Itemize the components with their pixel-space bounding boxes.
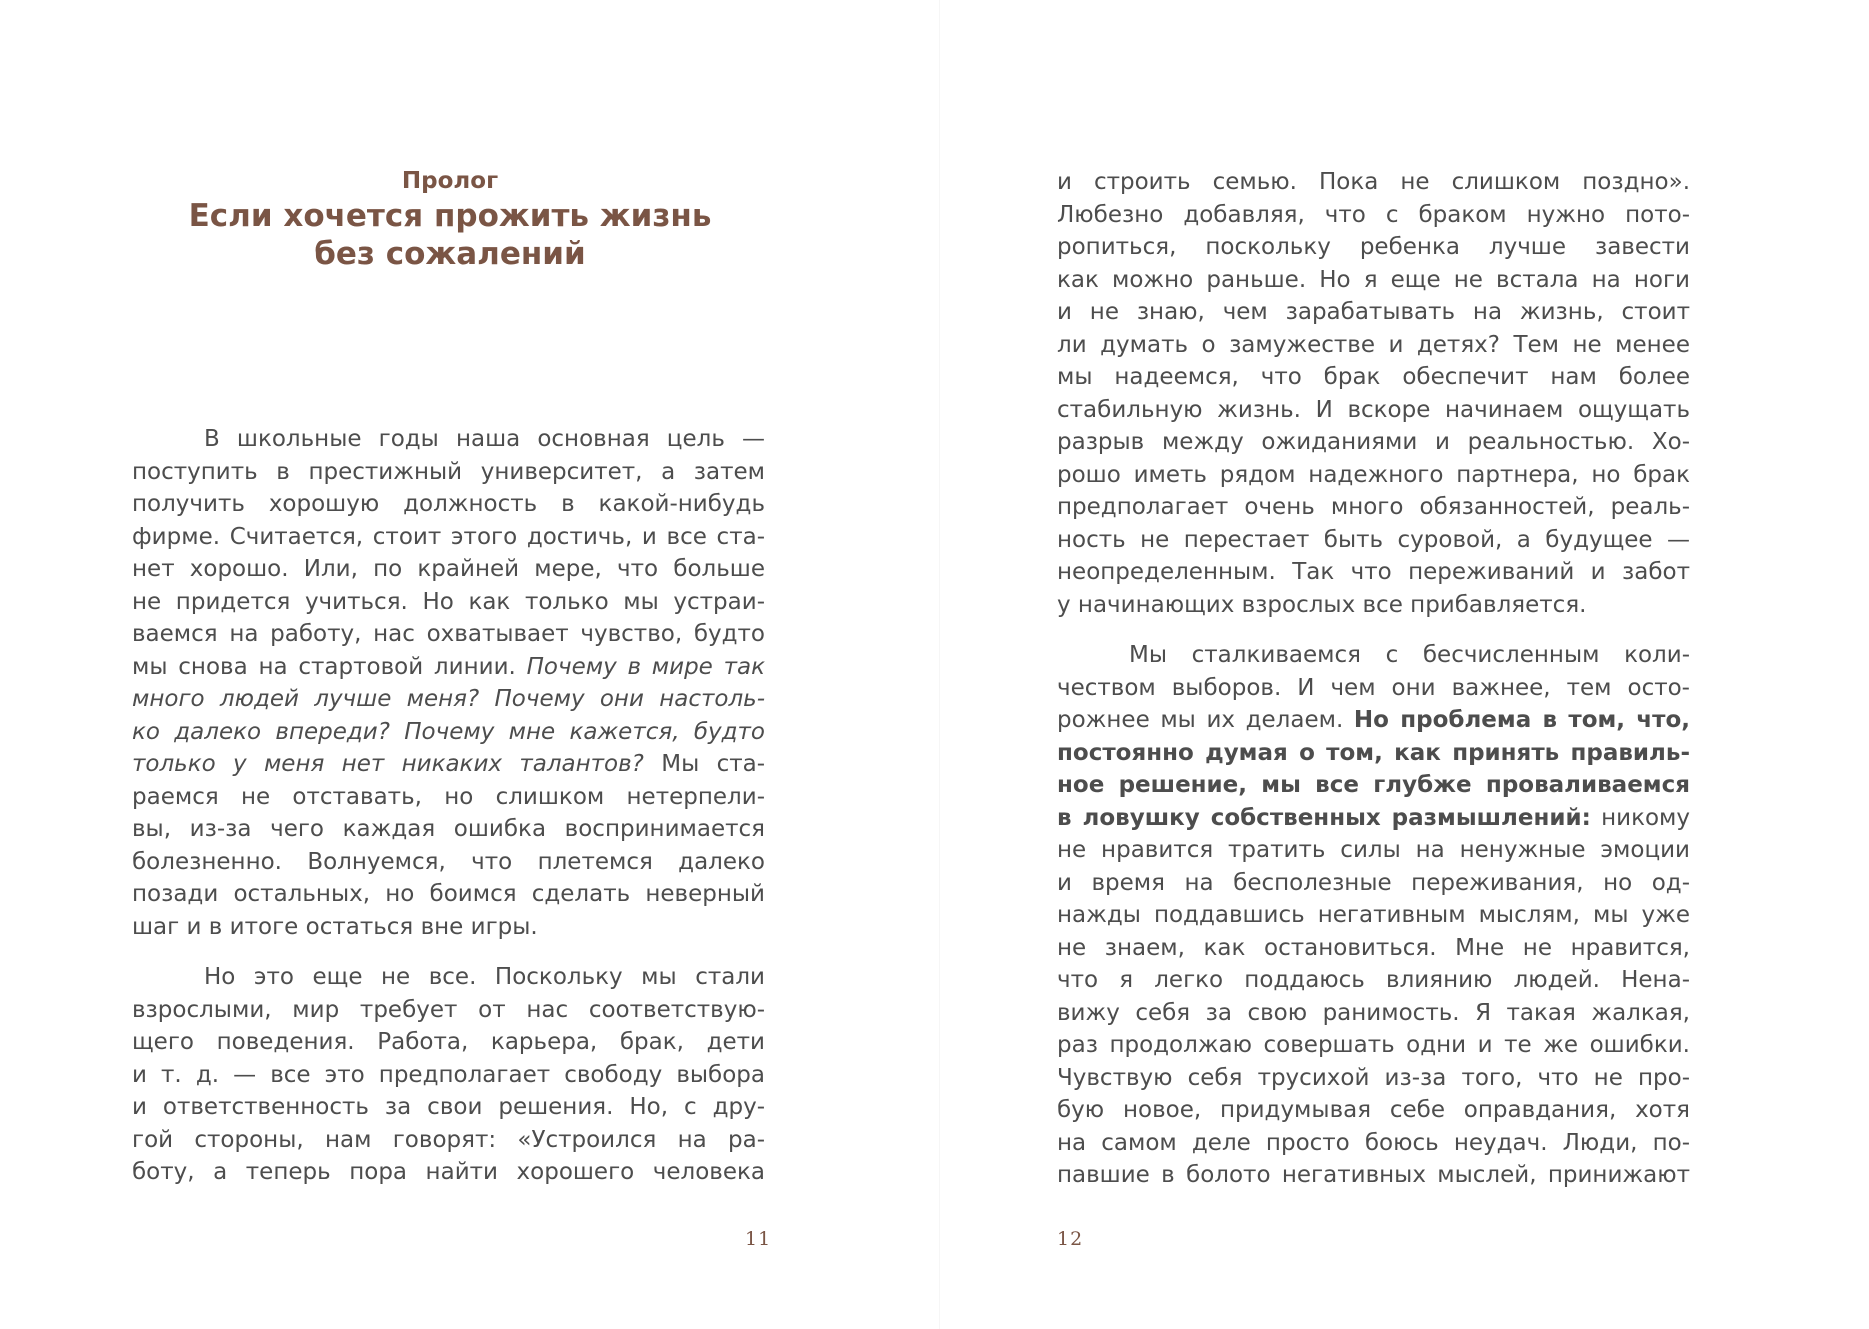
text-line: Любезно добавляя, что с браком нужно пото- [1057,201,1690,228]
paragraph [132,961,765,1189]
text-line: раз продолжаю совершать одни и те же ошибки. [1057,1032,1690,1058]
paragraph [132,423,765,943]
text-line: позади остальных, но боимся сделать неверный [132,881,765,907]
text-line-mixed [1057,802,1690,835]
italic-text-line: ко далеко впереди? Почему мне кажется, будто [132,718,765,745]
text-line: предполагает очень много обязанностей, реаль- [1057,494,1690,520]
text-line: шаг и в итоге остаться вне игры. [132,913,538,940]
bold-text-segment: в ловушку собственных размышлений: [1057,804,1591,831]
text-line: не придется учиться. Но как только мы устраи- [132,588,765,615]
text-line: получить хорошую должность в какой-нибудь [132,491,765,517]
text-line: взрослыми, мир требует от нас соответствую- [132,996,765,1023]
text-line: Но это еще не все. Поскольку мы стали [204,964,765,990]
text-line: фирме. Считается, стоит этого достичь, и все ста- [132,523,765,550]
text-line: неопределенным. Так что переживаний и забот [1057,559,1690,585]
text-line: разрыв между ожиданиями и реальностью. Хо- [1057,429,1690,455]
text-line: и не знаю, чем зарабатывать на жизнь, стоит [1057,299,1690,325]
text-line: раемся не отставать, но слишком нетерпели- [132,783,765,810]
text-segment: рожнее мы их делаем. [1057,707,1344,733]
chapter-title-line-2: без сожалений [314,236,586,272]
text-line: не знаем, как остановиться. Мне не нравится, [1057,934,1690,961]
text-line: не нравится тратить силы на ненужные эмоции [1057,837,1690,863]
text-line: у начинающих взрослых все прибавляется. [1057,591,1587,618]
text-line: ваемся на работу, нас охватывает чувство, будто [132,621,765,647]
text-line: поступить в престижный университет, а затем [132,458,765,485]
text-segment: мы снова на стартовой линии. [132,653,516,680]
text-line: рошо иметь рядом надежного партнера, но брак [1057,461,1690,488]
chapter-header [130,165,770,273]
text-line: гой стороны, нам говорят: «Устроился на ра- [132,1126,765,1153]
page-number: 11 [745,1228,772,1250]
text-line-mixed [132,651,765,684]
chapter-label: Пролог [401,168,499,194]
text-line: боту, а теперь пора найти хорошего человека [132,1159,765,1185]
paragraph [1057,639,1690,1192]
text-line: Чувствую себя трусихой из-за того, что не про- [1057,1064,1690,1091]
text-line: и время на бесполезные переживания, но од- [1057,869,1690,896]
text-line: бую новое, придумывая себе оправдания, хотя [1057,1097,1690,1123]
text-line: и ответственность за свои решения. Но, с дру- [132,1094,765,1120]
bold-text-line: постоянно думая о том, как принять правиль- [1057,739,1690,766]
text-line: и строить семью. Пока не слишком поздно». [1057,169,1690,195]
text-line: стабильную жизнь. И вскоре начинаем ощущать [1057,396,1690,423]
text-line: мы надеемся, что брак обеспечит нам более [1057,364,1690,390]
text-line: чеством выборов. И чем они важнее, тем осто- [1057,674,1690,701]
text-line: щего поведения. Работа, карьера, брак, дети [132,1029,765,1055]
text-line: ность не перестает быть суровой, а будущее — [1057,526,1690,553]
text-line: что я легко поддаюсь влиянию людей. Нена- [1057,967,1690,993]
right-page [940,0,1869,1329]
text-segment: никому [1601,804,1691,831]
text-line: нет хорошо. Или, по крайней мере, что больше [132,556,765,582]
page-number: 12 [1057,1228,1084,1250]
left-page-body [132,423,765,1207]
italic-text-segment: Почему в мире так [526,653,765,680]
paragraph [1057,166,1690,621]
text-line: вижу себя за свою ранимость. Я такая жалкая, [1057,999,1690,1026]
text-line: ропиться, поскольку ребенка лучше завести [1057,234,1690,260]
text-line: болезненно. Волнуемся, что плетемся далеко [132,848,765,875]
text-line: и т. д. — все это предполагает свободу выбора [132,1061,765,1088]
text-segment: Мы ста- [661,751,766,777]
text-line: павшие в болото негативных мыслей, принижают [1057,1162,1690,1188]
chapter-title-line-1: Если хочется прожить жизнь [188,198,712,234]
text-line: ли думать о замужестве и детях? Тем не менее [1057,331,1690,358]
italic-text-segment: только у меня нет никаких талантов? [132,751,644,777]
italic-text-line: много людей лучше меня? Почему они настоль- [132,686,765,712]
text-line: вы, из-за чего каждая ошибка воспринимается [132,816,765,842]
text-line: Мы сталкиваемся с бесчисленным коли- [1129,642,1690,668]
text-line: на самом деле просто боюсь неудач. Люди, по- [1057,1129,1690,1156]
text-line: как можно раньше. Но я еще не встала на ноги [1057,266,1690,293]
text-line-mixed [1057,704,1690,737]
text-line: нажды поддавшись негативным мыслям, мы уже [1057,902,1690,928]
bold-text-line: ное решение, мы все глубже проваливаемся [1057,772,1690,798]
text-line: В школьные годы наша основная цель — [204,426,765,452]
bold-text-segment: Но проблема в том, что, [1353,707,1690,733]
text-line-mixed [132,748,765,781]
right-page-body [1057,166,1690,1210]
